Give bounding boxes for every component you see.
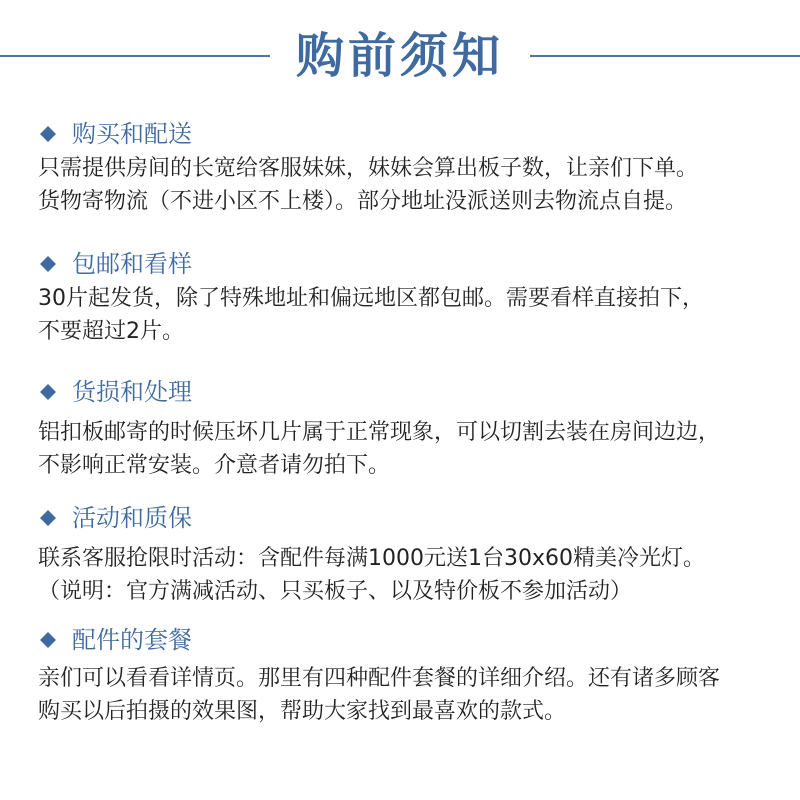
- body-line: 购买以后拍摄的效果图，帮助大家找到最喜欢的款式。: [38, 699, 567, 724]
- body-line: 只需提供房间的长宽给客服妹妹，妹妹会算出板子数，让亲们下单。: [38, 156, 699, 181]
- header-divider-left: [0, 55, 270, 57]
- section-title: 购买和配送: [72, 120, 192, 148]
- section-heading: [0, 246, 800, 282]
- body-line: （说明：官方满减活动、只买板子、以及特价板不参加活动）: [38, 579, 633, 604]
- body-line: 亲们可以看看详情页。那里有四种配件套餐的详细介绍。还有诸多顾客: [38, 666, 721, 691]
- diamond-icon: [40, 256, 56, 272]
- section-body: [0, 662, 800, 728]
- section-body: [0, 542, 800, 608]
- section-shipping-samples: [0, 246, 800, 348]
- body-line: 30片起发货，除了特殊地址和偏远地区都包邮。需要看样直接拍下，: [38, 286, 704, 311]
- section-title: 包邮和看样: [72, 250, 192, 278]
- section-heading: [0, 116, 800, 152]
- page-title: 购前须知: [295, 28, 504, 84]
- section-title: 货损和处理: [72, 378, 192, 406]
- header: [0, 18, 800, 94]
- section-heading: [0, 500, 800, 536]
- section-body: [0, 416, 800, 482]
- section-accessory-packages: [0, 622, 800, 728]
- section-title: 活动和质保: [72, 504, 192, 532]
- section-body: [0, 282, 800, 348]
- diamond-icon: [40, 632, 56, 648]
- body-line: 不影响正常安装。介意者请勿拍下。: [38, 453, 391, 478]
- body-line: 联系客服抢限时活动：含配件每满1000元送1台30x60精美冷光灯。: [38, 546, 705, 571]
- diamond-icon: [40, 384, 56, 400]
- section-heading: [0, 374, 800, 410]
- section-title: 配件的套餐: [72, 626, 192, 654]
- section-heading: [0, 622, 800, 658]
- diamond-icon: [40, 126, 56, 142]
- section-promo-warranty: [0, 500, 800, 608]
- body-line: 铝扣板邮寄的时候压坏几片属于正常现象，可以切割去装在房间边边，: [38, 420, 721, 445]
- section-purchase-delivery: [0, 116, 800, 218]
- body-line: 不要超过2片。: [38, 319, 184, 344]
- diamond-icon: [40, 510, 56, 526]
- header-divider-right: [530, 55, 800, 57]
- section-body: [0, 152, 800, 218]
- section-damage-handling: [0, 374, 800, 482]
- body-line: 货物寄物流（不进小区不上楼）。部分地址没派送则去物流点自提。: [38, 189, 688, 214]
